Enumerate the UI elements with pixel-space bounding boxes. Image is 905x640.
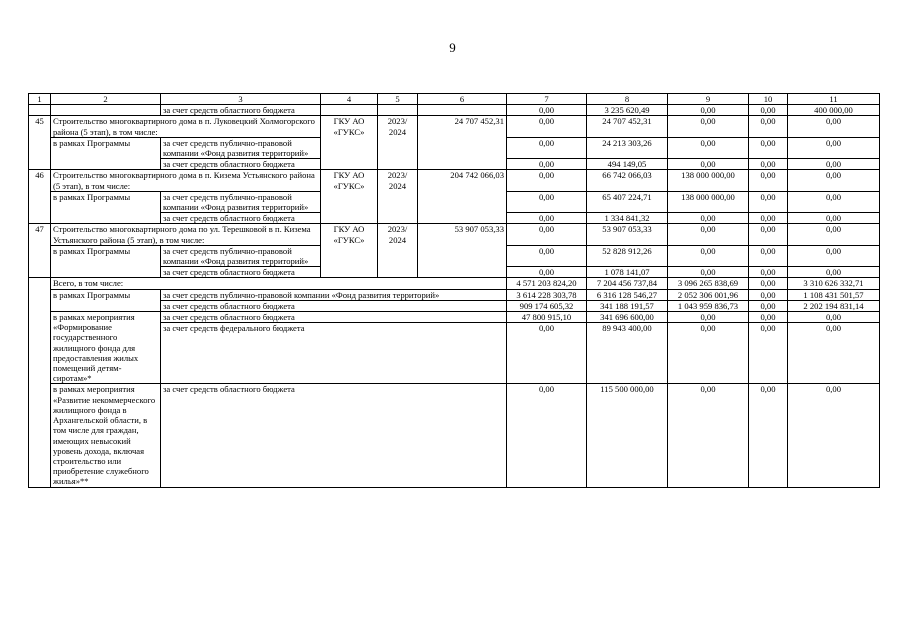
- object-title: Строительство многоквартирного дома в п. Кизема Устьянского района (5 этап), в том числе:: [51, 170, 321, 191]
- row-number: 45: [29, 116, 51, 170]
- table-cell: [29, 105, 51, 116]
- customer-cell: ГКУ АО «ГУКС»: [321, 224, 378, 278]
- amount-cell: 0,00: [668, 312, 749, 323]
- table-row: [29, 105, 880, 116]
- amount-cell: 2 202 194 831,14: [788, 300, 880, 311]
- column-header: 10: [749, 94, 788, 105]
- amount-cell: 0,00: [788, 213, 880, 224]
- cost-cell: 53 907 053,33: [418, 224, 507, 278]
- table-row: [29, 289, 880, 300]
- amount-cell: 0,00: [749, 267, 788, 278]
- years-cell: 2023/ 2024: [378, 170, 418, 224]
- amount-cell: 0,00: [749, 105, 788, 116]
- program-label: в рамках Программы: [51, 289, 161, 311]
- amount-cell: 0,00: [507, 213, 587, 224]
- amount-cell: 341 696 600,00: [587, 312, 668, 323]
- page-number: 9: [449, 40, 456, 55]
- amount-cell: 6 316 128 546,27: [587, 289, 668, 300]
- funding-source: за счет средств публично-правовой компании «Фонд развития территорий»: [161, 289, 507, 300]
- funding-source: за счет средств областного бюджета: [161, 384, 507, 487]
- program-label: в рамках Программы: [51, 191, 161, 224]
- amount-cell: 0,00: [507, 137, 587, 158]
- amount-cell: 138 000 000,00: [668, 191, 749, 212]
- amount-cell: 0,00: [788, 137, 880, 158]
- amount-cell: 0,00: [507, 191, 587, 212]
- amount-cell: 0,00: [749, 323, 788, 384]
- amount-cell: 3 096 265 838,69: [668, 278, 749, 289]
- amount-cell: 7 204 456 737,84: [587, 278, 668, 289]
- table-row: [29, 170, 880, 191]
- amount-cell: 0,00: [507, 224, 587, 245]
- column-header: 11: [788, 94, 880, 105]
- amount-cell: 0,00: [749, 245, 788, 266]
- years-cell: 2023/ 2024: [378, 224, 418, 278]
- amount-cell: 47 800 915,10: [507, 312, 587, 323]
- column-header: 7: [507, 94, 587, 105]
- row-number: 47: [29, 224, 51, 278]
- amount-cell: 53 907 053,33: [587, 224, 668, 245]
- amount-cell: 52 828 912,26: [587, 245, 668, 266]
- amount-cell: 24 707 452,31: [587, 116, 668, 137]
- budget-table: [28, 93, 880, 488]
- column-header: 9: [668, 94, 749, 105]
- amount-cell: 0,00: [507, 245, 587, 266]
- amount-cell: 0,00: [749, 300, 788, 311]
- amount-cell: 0,00: [507, 267, 587, 278]
- amount-cell: 0,00: [788, 191, 880, 212]
- amount-cell: 0,00: [788, 267, 880, 278]
- amount-cell: 3 614 228 303,78: [507, 289, 587, 300]
- amount-cell: 115 500 000,00: [587, 384, 668, 487]
- amount-cell: 909 174 605,32: [507, 300, 587, 311]
- funding-source: за счет средств областного бюджета: [161, 267, 321, 278]
- amount-cell: 1 334 841,32: [587, 213, 668, 224]
- amount-cell: 0,00: [749, 137, 788, 158]
- amount-cell: 1 108 431 501,57: [788, 289, 880, 300]
- total-label: Всего, в том числе:: [51, 278, 507, 289]
- amount-cell: 3 235 620,49: [587, 105, 668, 116]
- funding-source: за счет средств областного бюджета: [161, 213, 321, 224]
- amount-cell: 1 078 141,07: [587, 267, 668, 278]
- amount-cell: 0,00: [668, 159, 749, 170]
- table-cell: [51, 105, 161, 116]
- amount-cell: 0,00: [507, 323, 587, 384]
- amount-cell: 0,00: [668, 323, 749, 384]
- column-header: 5: [378, 94, 418, 105]
- table-header-row: [29, 94, 880, 105]
- table-row: [29, 384, 880, 487]
- table-cell: [418, 105, 507, 116]
- column-header: 6: [418, 94, 507, 105]
- years-cell: 2023/ 2024: [378, 116, 418, 170]
- amount-cell: 0,00: [749, 312, 788, 323]
- customer-cell: ГКУ АО «ГУКС»: [321, 116, 378, 170]
- amount-cell: 341 188 191,57: [587, 300, 668, 311]
- table-cell: [378, 105, 418, 116]
- program-label: в рамках Программы: [51, 245, 161, 278]
- funding-source: за счет средств областного бюджета: [161, 312, 507, 323]
- column-header: 2: [51, 94, 161, 105]
- funding-source: за счет средств областного бюджета: [161, 300, 507, 311]
- amount-cell: 138 000 000,00: [668, 170, 749, 191]
- amount-cell: 3 310 626 332,71: [788, 278, 880, 289]
- amount-cell: 0,00: [788, 116, 880, 137]
- column-header: 8: [587, 94, 668, 105]
- amount-cell: 4 571 203 824,20: [507, 278, 587, 289]
- amount-cell: 0,00: [749, 116, 788, 137]
- amount-cell: 89 943 400,00: [587, 323, 668, 384]
- amount-cell: 494 149,05: [587, 159, 668, 170]
- funding-source: за счет средств публично-правовой компании «Фонд развития территорий»: [161, 137, 321, 158]
- table-row: [29, 224, 880, 245]
- cost-cell: 24 707 452,31: [418, 116, 507, 170]
- amount-cell: 0,00: [749, 278, 788, 289]
- table-row: [29, 116, 880, 137]
- column-header: 3: [161, 94, 321, 105]
- amount-cell: 0,00: [788, 312, 880, 323]
- amount-cell: 0,00: [788, 170, 880, 191]
- amount-cell: 0,00: [507, 116, 587, 137]
- amount-cell: 66 742 066,03: [587, 170, 668, 191]
- amount-cell: 0,00: [749, 159, 788, 170]
- amount-cell: 400 000,00: [788, 105, 880, 116]
- funding-source: за счет средств областного бюджета: [161, 159, 321, 170]
- amount-cell: 2 052 306 001,96: [668, 289, 749, 300]
- table-cell: [321, 105, 378, 116]
- amount-cell: 0,00: [668, 267, 749, 278]
- amount-cell: 0,00: [507, 384, 587, 487]
- cost-cell: 204 742 066,03: [418, 170, 507, 224]
- amount-cell: 0,00: [749, 213, 788, 224]
- row-number: 46: [29, 170, 51, 224]
- funding-source: за счет средств федерального бюджета: [161, 323, 507, 384]
- amount-cell: 0,00: [788, 159, 880, 170]
- funding-source: за счет средств публично-правовой компании «Фонд развития территорий»: [161, 245, 321, 266]
- amount-cell: 0,00: [788, 224, 880, 245]
- amount-cell: 0,00: [749, 224, 788, 245]
- amount-cell: 0,00: [749, 191, 788, 212]
- table-row: [29, 312, 880, 323]
- amount-cell: 0,00: [788, 245, 880, 266]
- amount-cell: 0,00: [749, 289, 788, 300]
- column-header: 1: [29, 94, 51, 105]
- column-header: 4: [321, 94, 378, 105]
- amount-cell: 0,00: [668, 213, 749, 224]
- amount-cell: 0,00: [749, 384, 788, 487]
- amount-cell: 0,00: [668, 245, 749, 266]
- funding-source: за счет средств публично-правовой компании «Фонд развития территорий»: [161, 191, 321, 212]
- measure-label: в рамках мероприятия «Формирование государственного жилищного фонда для предоставления жилых помещений детям-сиротам»*: [51, 312, 161, 384]
- amount-cell: 0,00: [668, 384, 749, 487]
- object-title: Строительство многоквартирного дома по ул. Терешковой в п. Кизема Устьянского района (5 этап), в том числе:: [51, 224, 321, 245]
- amount-cell: 65 407 224,71: [587, 191, 668, 212]
- amount-cell: 0,00: [668, 105, 749, 116]
- amount-cell: 0,00: [507, 170, 587, 191]
- amount-cell: 0,00: [668, 116, 749, 137]
- customer-cell: ГКУ АО «ГУКС»: [321, 170, 378, 224]
- amount-cell: 0,00: [507, 159, 587, 170]
- amount-cell: 0,00: [788, 384, 880, 487]
- object-title: Строительство многоквартирного дома в п. Луковецкий Холмогорского района (5 этап), в том числе:: [51, 116, 321, 137]
- amount-cell: 0,00: [507, 105, 587, 116]
- funding-source: за счет средств областного бюджета: [161, 105, 321, 116]
- total-row: [29, 278, 880, 289]
- measure-label: в рамках мероприятия «Развитие некоммерческого жилищного фонда в Архангельской области, в том числе для граждан, имеющих невысокий уровень дохода, включая строительство или приобретение служебного жилья»**: [51, 384, 161, 487]
- amount-cell: 24 213 303,26: [587, 137, 668, 158]
- amount-cell: 0,00: [788, 323, 880, 384]
- program-label: в рамках Программы: [51, 137, 161, 170]
- amount-cell: 1 043 959 836,73: [668, 300, 749, 311]
- table-cell: [29, 278, 51, 487]
- amount-cell: 0,00: [749, 170, 788, 191]
- amount-cell: 0,00: [668, 224, 749, 245]
- amount-cell: 0,00: [668, 137, 749, 158]
